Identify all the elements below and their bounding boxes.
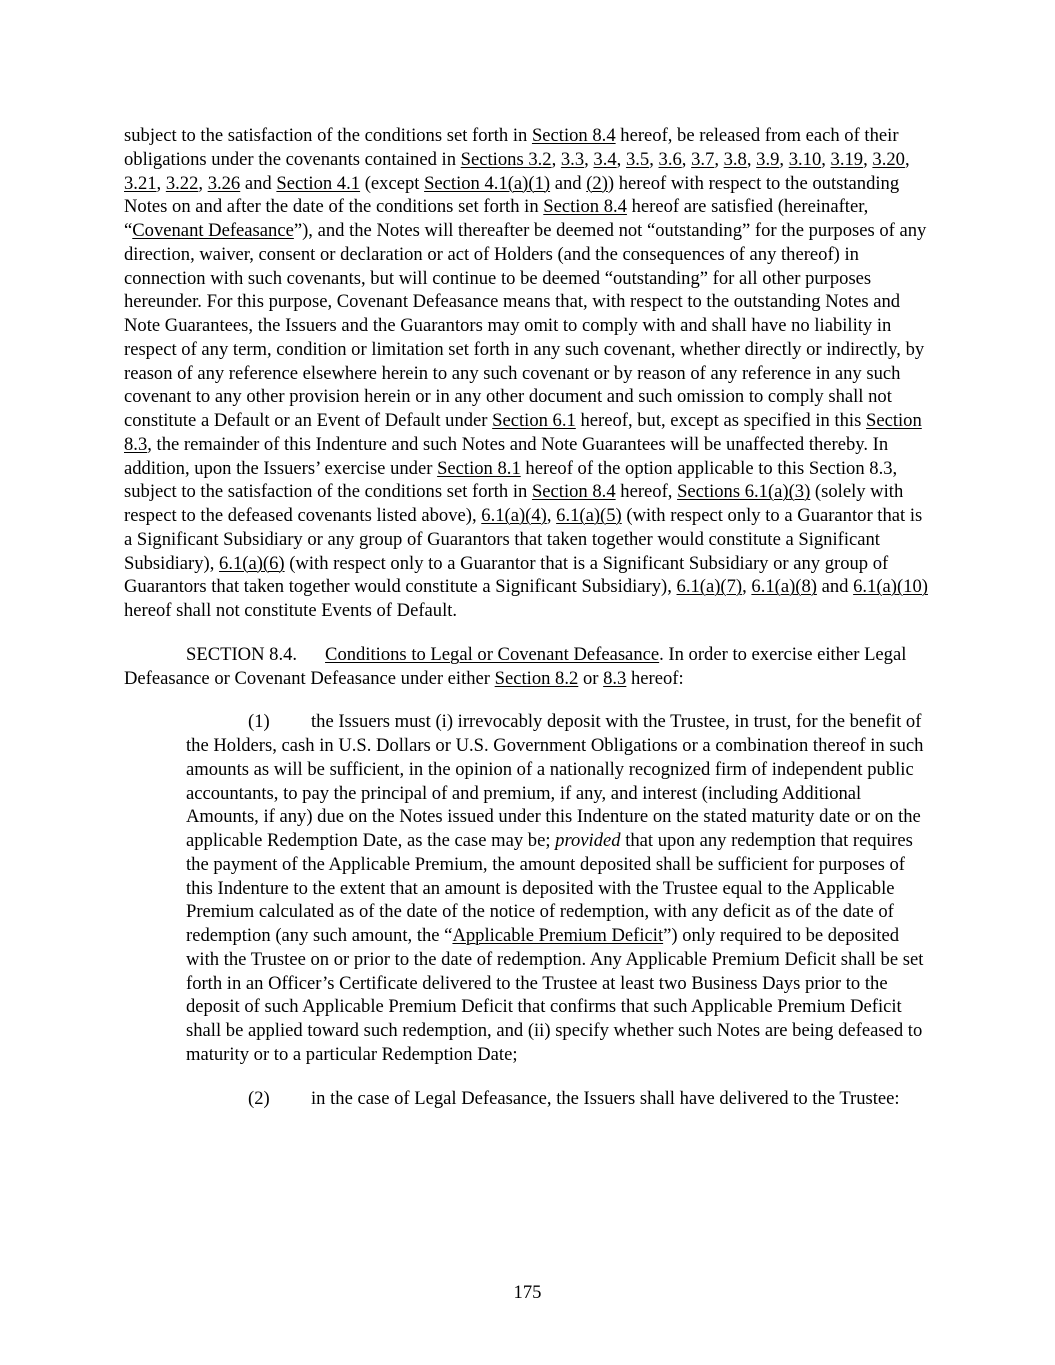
text-run: . In order to exercise either Legal Defeasance or Covenant Defeasance under either: [124, 643, 907, 689]
text-run: , the remainder of this Indenture and such Notes and Note Guarantees will be unaffected thereby. In addition, upon the Issuers’ exercise under: [124, 433, 889, 479]
section-number: SECTION 8.4.: [186, 643, 298, 665]
text-run: ,: [546, 505, 557, 526]
text-run: ,: [198, 172, 208, 194]
cross-reference-link[interactable]: 8.3: [603, 667, 627, 689]
text-run: ”) only required to be deposited with the Trustee on or prior to the date of redemption. Any Applicable Premium Deficit shall be set forth in an Officer’s Certificate delivered to the Trustee at least two Business Days prior to the deposit of such Applicable Premium Deficit that confirms that such Applicable Premium Deficit shall be applied toward such redemption, and (ii) specify whether such Notes are being defeased to maturity or to a particular Redemption Date;: [186, 925, 924, 1065]
cross-reference-link[interactable]: 6.1(a)(5): [556, 505, 622, 526]
text-run: ,: [714, 148, 724, 170]
cross-reference-link[interactable]: 3.22: [165, 172, 199, 194]
cross-reference-link[interactable]: 3.21: [124, 172, 157, 194]
text-run: subject to the satisfaction of the conditions set forth in: [124, 125, 532, 146]
list-item-1: [186, 710, 934, 1066]
cross-reference-link[interactable]: Section 8.4: [531, 481, 616, 503]
cross-reference-link[interactable]: Section 8.1: [437, 457, 521, 479]
cross-reference-link[interactable]: Section 8.4: [543, 196, 627, 218]
cross-reference-link[interactable]: 6.1(a)(10): [853, 576, 928, 598]
cross-reference-link[interactable]: 3.4: [593, 148, 617, 170]
cross-reference-link[interactable]: Sections 3.2: [460, 148, 552, 170]
cross-reference-link[interactable]: 3.19: [830, 148, 864, 170]
text-run: and: [550, 172, 587, 194]
text-run: and: [240, 172, 277, 194]
text-run: hereof,: [615, 481, 678, 503]
cross-reference-link[interactable]: Section 4.1(a)(1): [424, 172, 551, 194]
text-run: (with respect only to a Guarantor that is a Significant Subsidiary or any group of Guarantors that taken together would constitute a Significant Subsidiary),: [124, 505, 923, 574]
cross-reference-link[interactable]: Sections 6.1(a)(3): [677, 481, 811, 503]
text-run: ,: [779, 148, 789, 170]
text-run: ,: [616, 148, 626, 170]
text-run: in the case of Legal Defeasance, the Issuers shall have delivered to the Trustee:: [311, 1087, 900, 1109]
cross-reference-link[interactable]: 6.1(a)(8): [751, 576, 817, 598]
cross-reference-link[interactable]: 3.26: [207, 172, 241, 194]
cross-reference-link[interactable]: 3.7: [691, 148, 715, 170]
text-run: hereof, but, except as specified in this: [575, 410, 866, 431]
list-item-2: [186, 1087, 934, 1111]
text-run: hereof:: [626, 667, 684, 689]
document-page: [124, 124, 934, 1130]
cross-reference-link[interactable]: 3.8: [723, 148, 747, 170]
cross-reference-link[interactable]: Section 8.3: [124, 410, 922, 455]
text-run: ) hereof with respect to the outstanding Notes on and after the date of the conditions set forth in: [124, 172, 900, 218]
text-run: ,: [156, 172, 166, 194]
text-run: hereof shall not constitute Events of Default.: [124, 600, 458, 621]
text-run: ”), and the Notes will thereafter be deemed not “outstanding” for the purposes of any direction, waiver, consent or declaration or act of Holders (and the consequences of any thereof) in connection with such covenants, but will continue to be deemed “outstanding” for all other purposes hereunder. For this purpose, Covenant Defeasance means that, with respect to the outstanding Notes and Note Guarantees, the Issuers and the Guarantors may omit to comply with and shall have no liability in respect of any term, condition or limitation set forth in any such covenant, whether directly or indirectly, by reason of any reference elsewhere herein to any such covenant or by reason of any reference in any such covenant to any other provision herein or in any other document and such omission to comply shall not constitute a Default or an Event of Default under: [124, 220, 927, 431]
cross-reference-link[interactable]: 3.6: [658, 148, 682, 170]
section-title: Conditions to Legal or Covenant Defeasance: [325, 643, 660, 665]
cross-reference-link[interactable]: 6.1(a)(6): [219, 552, 285, 574]
page-number: 175: [513, 1282, 542, 1303]
text-run: the Issuers must (i) irrevocably deposit with the Trustee, in trust, for the benefit of the Holders, cash in U.S. Dollars or U.S. Government Obligations or a combination thereof in such amounts as will be sufficient, in the opinion of a nationally recognized firm of independent public accountants, to pay the principal of and premium, if any, and interest (including Additional Amounts, if any) due on the Notes issued under this Indenture on the stated maturity date or on the applicable Redemption Date, as the case may be;: [186, 711, 924, 851]
text-run: ,: [742, 576, 752, 598]
text-run: ,: [904, 148, 910, 170]
list-item-number: (1): [248, 711, 270, 733]
defined-term: Applicable Premium Deficit: [452, 925, 664, 946]
text-run: ,: [649, 148, 659, 170]
text-run: or: [578, 667, 604, 689]
cross-reference-link[interactable]: 6.1(a)(4): [481, 505, 547, 526]
text-run: (except: [360, 172, 425, 194]
text-run: that upon any redemption that requires the payment of the Applicable Premium, the amount deposited shall be sufficient for purposes of this Indenture to the extent that an amount is deposited with the Trustee equal to the Applicable Premium calculated as of the date of the notice of redemption, with any deficit as of the date of redemption (any such amount, the “: [186, 830, 913, 946]
cross-reference-link[interactable]: Section 4.1: [276, 172, 361, 194]
italic-term: provided: [555, 830, 621, 851]
text-run: ,: [746, 148, 757, 170]
cross-reference-link[interactable]: 3.5: [625, 148, 650, 170]
text-run: hereof, be released from each of their obligations under the covenants contained in: [124, 125, 899, 170]
text-run: ,: [821, 148, 831, 170]
text-run: hereof are satisfied (hereinafter, “: [124, 196, 869, 241]
list-item-number: (2): [248, 1087, 270, 1109]
defined-term: Covenant Defeasance: [132, 220, 294, 241]
paragraph-covenant-defeasance: [124, 124, 934, 623]
cross-reference-link[interactable]: 3.10: [788, 148, 822, 170]
text-run: hereof of the option applicable to this Section 8.3, subject to the satisfaction of the conditions set forth in: [124, 457, 898, 503]
text-run: ,: [551, 148, 561, 170]
cross-reference-link[interactable]: 3.20: [872, 148, 905, 170]
section-8-4-heading-paragraph: [124, 643, 934, 691]
text-run: ,: [863, 148, 873, 170]
cross-reference-link[interactable]: 3.9: [756, 148, 780, 170]
text-run: (with respect only to a Guarantor that is a Significant Subsidiary or any group of Guarantors that taken together would constitute a Significant Subsidiary),: [124, 552, 889, 598]
cross-reference-link[interactable]: 3.3: [560, 148, 585, 170]
text-run: (solely with respect to the defeased covenants listed above),: [124, 481, 904, 526]
text-run: ,: [681, 148, 692, 170]
cross-reference-link[interactable]: 6.1(a)(7): [676, 576, 743, 598]
cross-reference-link[interactable]: Section 8.2: [494, 667, 579, 689]
cross-reference-link[interactable]: Section 8.4: [531, 125, 616, 146]
cross-reference-link[interactable]: Section 6.1: [492, 410, 576, 431]
cross-reference-link[interactable]: (2): [586, 172, 608, 194]
text-run: and: [816, 576, 854, 598]
text-run: ,: [584, 148, 594, 170]
